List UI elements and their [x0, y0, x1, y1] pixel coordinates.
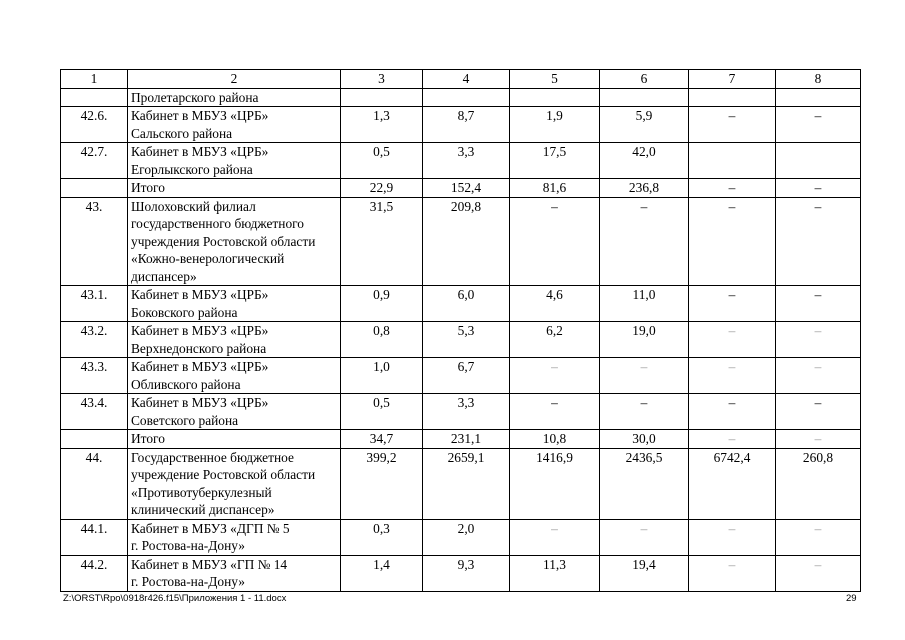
- row-name-line: государственного бюджетного: [131, 216, 305, 231]
- value-cell: 34,7: [341, 430, 423, 449]
- column-header: 8: [776, 70, 861, 89]
- value-cell: 8,7: [423, 107, 510, 143]
- value-cell: 3,3: [423, 394, 510, 430]
- value-cell: –: [510, 358, 600, 394]
- value-cell: 0,5: [341, 394, 423, 430]
- value-cell: [776, 143, 861, 179]
- value-cell: 11,3: [510, 555, 600, 591]
- value-cell: 2,0: [423, 519, 510, 555]
- value-cell: [600, 88, 689, 107]
- value-cell: –: [600, 394, 689, 430]
- value-cell: [423, 88, 510, 107]
- value-cell: 0,5: [341, 143, 423, 179]
- value-cell: 0,9: [341, 286, 423, 322]
- value-cell: –: [689, 394, 776, 430]
- column-header: 4: [423, 70, 510, 89]
- row-name-line: Кабинет в МБУЗ «ЦРБ»: [131, 323, 269, 338]
- row-name-line: учреждение Ростовской области: [131, 467, 316, 482]
- value-cell: –: [600, 197, 689, 286]
- row-number: 44.: [61, 448, 128, 519]
- row-number: 43.: [61, 197, 128, 286]
- value-cell: [341, 88, 423, 107]
- row-name-line: Кабинет в МБУЗ «ЦРБ»: [131, 395, 269, 410]
- row-name: [128, 555, 341, 591]
- value-cell: –: [776, 179, 861, 198]
- value-cell: –: [776, 555, 861, 591]
- table-row: [61, 358, 861, 394]
- row-name-line: Кабинет в МБУЗ «ЦРБ»: [131, 144, 269, 159]
- value-cell: 399,2: [341, 448, 423, 519]
- row-number: 42.7.: [61, 143, 128, 179]
- column-header: 5: [510, 70, 600, 89]
- value-cell: [689, 88, 776, 107]
- row-name: [128, 358, 341, 394]
- value-cell: 231,1: [423, 430, 510, 449]
- row-name-line: Советского района: [131, 412, 239, 428]
- row-name-line: учреждения Ростовской области: [131, 233, 316, 249]
- table-row: [61, 107, 861, 143]
- value-cell: [776, 88, 861, 107]
- row-name-line: Кабинет в МБУЗ «ЦРБ»: [131, 359, 269, 374]
- row-name-line: г. Ростова-на-Дону»: [131, 538, 245, 553]
- value-cell: –: [776, 394, 861, 430]
- value-cell: 1,0: [341, 358, 423, 394]
- value-cell: –: [689, 358, 776, 394]
- value-cell: 0,3: [341, 519, 423, 555]
- row-name-line: «Противотуберкулезный: [131, 484, 272, 500]
- row-name-line: Кабинет в МБУЗ «ГП № 14: [131, 556, 288, 572]
- row-name-line: Верхнедонского района: [131, 340, 267, 356]
- row-name-line: Кабинет в МБУЗ «ЦРБ»: [131, 108, 269, 123]
- row-name-line: «Кожно-венерологический: [131, 251, 285, 266]
- row-name: [128, 519, 341, 555]
- row-name-line: Пролетарского района: [131, 89, 259, 105]
- table-row: [61, 179, 861, 198]
- row-name-line: Государственное бюджетное: [131, 449, 294, 465]
- value-cell: –: [689, 322, 776, 358]
- value-cell: 236,8: [600, 179, 689, 198]
- row-number: 43.2.: [61, 322, 128, 358]
- value-cell: 81,6: [510, 179, 600, 198]
- row-name-line: клинический диспансер»: [131, 502, 275, 517]
- data-table: [60, 69, 861, 592]
- value-cell: –: [776, 322, 861, 358]
- value-cell: 6,0: [423, 286, 510, 322]
- row-name-line: Обливского района: [131, 376, 241, 392]
- value-cell: –: [776, 286, 861, 322]
- value-cell: 11,0: [600, 286, 689, 322]
- table-row: [61, 448, 861, 519]
- value-cell: –: [600, 358, 689, 394]
- value-cell: 2659,1: [423, 448, 510, 519]
- table-row: [61, 322, 861, 358]
- value-cell: 30,0: [600, 430, 689, 449]
- value-cell: –: [689, 197, 776, 286]
- table-row: [61, 88, 861, 107]
- row-name-line: Итого: [131, 431, 165, 446]
- value-cell: –: [689, 519, 776, 555]
- row-name: [128, 394, 341, 430]
- value-cell: 0,8: [341, 322, 423, 358]
- row-name-line: Кабинет в МБУЗ «ЦРБ»: [131, 287, 269, 302]
- row-number: [61, 430, 128, 449]
- column-header: 2: [128, 70, 341, 89]
- row-number: 44.2.: [61, 555, 128, 591]
- value-cell: –: [510, 519, 600, 555]
- row-name-line: Боковского района: [131, 304, 238, 320]
- value-cell: 6,2: [510, 322, 600, 358]
- value-cell: 260,8: [776, 448, 861, 519]
- row-number: [61, 88, 128, 107]
- value-cell: 5,3: [423, 322, 510, 358]
- value-cell: 6742,4: [689, 448, 776, 519]
- value-cell: 152,4: [423, 179, 510, 198]
- row-name-line: Итого: [131, 180, 165, 195]
- footer-file-path: Z:\ORST\Rpo\0918r426.f15\Приложения 1 - 11.docx: [63, 593, 287, 604]
- value-cell: –: [510, 197, 600, 286]
- value-cell: –: [776, 358, 861, 394]
- value-cell: 5,9: [600, 107, 689, 143]
- table-row: [61, 555, 861, 591]
- row-name-line: диспансер»: [131, 268, 197, 284]
- row-name: [128, 179, 341, 198]
- value-cell: –: [600, 519, 689, 555]
- value-cell: 10,8: [510, 430, 600, 449]
- row-name: [128, 107, 341, 143]
- row-name: [128, 88, 341, 107]
- value-cell: 42,0: [600, 143, 689, 179]
- table-header-row: [61, 70, 861, 89]
- column-header: 6: [600, 70, 689, 89]
- row-number: 43.3.: [61, 358, 128, 394]
- value-cell: 209,8: [423, 197, 510, 286]
- row-number: 43.4.: [61, 394, 128, 430]
- value-cell: 2436,5: [600, 448, 689, 519]
- column-header: 1: [61, 70, 128, 89]
- value-cell: 9,3: [423, 555, 510, 591]
- table-row: [61, 143, 861, 179]
- row-name: [128, 197, 341, 286]
- row-number: [61, 179, 128, 198]
- value-cell: –: [689, 555, 776, 591]
- row-name: [128, 322, 341, 358]
- value-cell: 22,9: [341, 179, 423, 198]
- value-cell: –: [776, 519, 861, 555]
- row-number: 43.1.: [61, 286, 128, 322]
- column-header: 7: [689, 70, 776, 89]
- value-cell: [510, 88, 600, 107]
- value-cell: –: [689, 179, 776, 198]
- value-cell: –: [689, 430, 776, 449]
- row-name-line: Кабинет в МБУЗ «ДГП № 5: [131, 520, 290, 536]
- value-cell: 17,5: [510, 143, 600, 179]
- value-cell: 1,4: [341, 555, 423, 591]
- value-cell: 1416,9: [510, 448, 600, 519]
- value-cell: 19,0: [600, 322, 689, 358]
- table-row: [61, 430, 861, 449]
- row-name-line: Сальского района: [131, 125, 233, 141]
- value-cell: [689, 143, 776, 179]
- value-cell: –: [776, 107, 861, 143]
- value-cell: –: [510, 394, 600, 430]
- value-cell: –: [776, 197, 861, 286]
- value-cell: 19,4: [600, 555, 689, 591]
- value-cell: 3,3: [423, 143, 510, 179]
- table-row: [61, 519, 861, 555]
- table-row: [61, 394, 861, 430]
- column-header: 3: [341, 70, 423, 89]
- value-cell: 1,9: [510, 107, 600, 143]
- row-number: 44.1.: [61, 519, 128, 555]
- row-name: [128, 448, 341, 519]
- row-name-line: Шолоховский филиал: [131, 198, 256, 214]
- row-number: 42.6.: [61, 107, 128, 143]
- table-row: [61, 197, 861, 286]
- row-name: [128, 286, 341, 322]
- row-name: [128, 430, 341, 449]
- value-cell: 6,7: [423, 358, 510, 394]
- value-cell: –: [689, 286, 776, 322]
- row-name-line: г. Ростова-на-Дону»: [131, 574, 245, 589]
- value-cell: 4,6: [510, 286, 600, 322]
- page-number: 29: [846, 593, 857, 604]
- row-name: [128, 143, 341, 179]
- value-cell: –: [776, 430, 861, 449]
- value-cell: –: [689, 107, 776, 143]
- value-cell: 31,5: [341, 197, 423, 286]
- row-name-line: Егорлыкского района: [131, 161, 253, 177]
- value-cell: 1,3: [341, 107, 423, 143]
- table-row: [61, 286, 861, 322]
